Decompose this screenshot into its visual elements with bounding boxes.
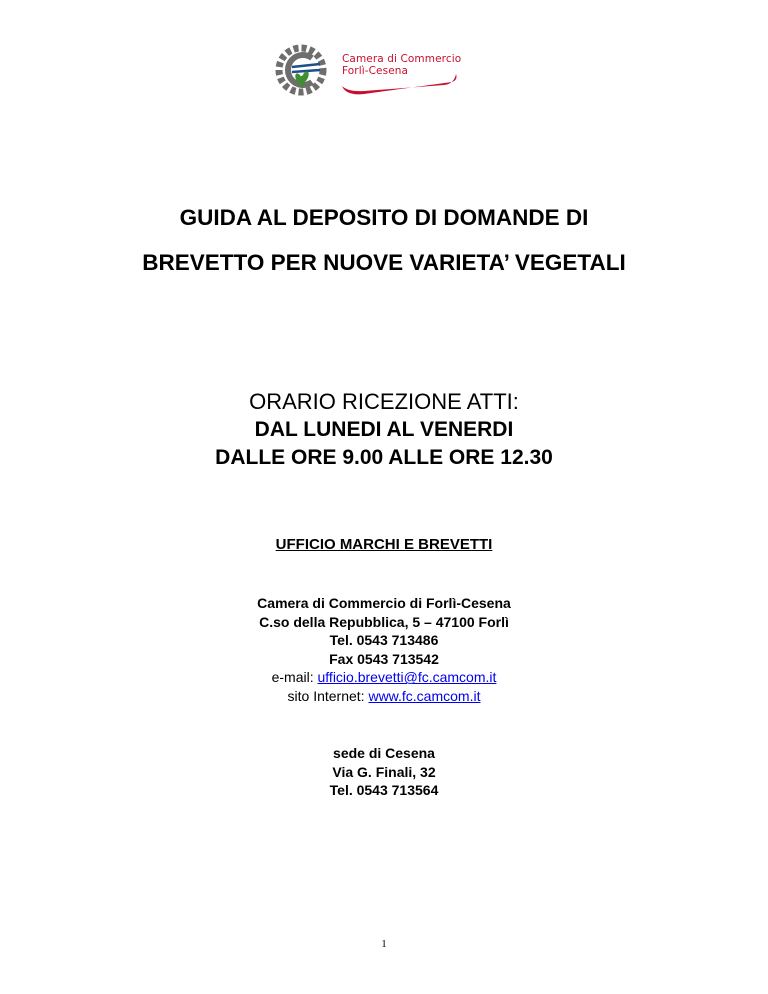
hours-time: DALLE ORE 9.00 ALLE ORE 12.30 bbox=[215, 446, 553, 469]
sede-tel: Tel. 0543 713564 bbox=[329, 782, 439, 799]
email-link[interactable]: ufficio.brevetti@fc.camcom.it bbox=[317, 669, 497, 686]
office-contacts bbox=[0, 594, 768, 706]
chamber-emblem-icon bbox=[268, 40, 468, 120]
office-title: UFFICIO MARCHI E BREVETTI bbox=[275, 536, 493, 553]
sede-title: sede di Cesena bbox=[333, 745, 435, 761]
logo-line-1: Camera di Commercio bbox=[342, 53, 462, 65]
office-address: C.so della Repubblica, 5 – 47100 Forlì bbox=[259, 613, 509, 630]
logo-line-2: Forlì-Cesena bbox=[342, 65, 409, 77]
sede-address: Via G. Finali, 32 bbox=[332, 763, 436, 780]
office-tel: Tel. 0543 713486 bbox=[329, 632, 439, 649]
office-name: Camera di Commercio di Forlì-Cesena bbox=[257, 595, 511, 611]
website-link[interactable]: www.fc.camcom.it bbox=[368, 687, 481, 704]
email-line bbox=[0, 668, 768, 687]
document-title bbox=[0, 195, 768, 285]
email-label: e-mail: bbox=[271, 669, 318, 686]
opening-hours bbox=[0, 388, 768, 472]
page-number: 1 bbox=[381, 938, 387, 950]
cesena-office bbox=[0, 744, 768, 800]
logo-text bbox=[342, 53, 461, 77]
site-label: sito Internet: bbox=[287, 687, 369, 704]
hours-days: DAL LUNEDI AL VENERDI bbox=[254, 418, 514, 441]
site-line bbox=[0, 687, 768, 706]
title-line-1: GUIDA AL DEPOSITO DI DOMANDE DI bbox=[179, 205, 589, 230]
chamber-logo bbox=[268, 40, 468, 120]
office-fax: Fax 0543 713542 bbox=[329, 650, 439, 667]
hours-label: ORARIO RICEZIONE ATTI: bbox=[249, 389, 519, 414]
title-line-2: BREVETTO PER NUOVE VARIETA’ VEGETALI bbox=[142, 250, 626, 275]
